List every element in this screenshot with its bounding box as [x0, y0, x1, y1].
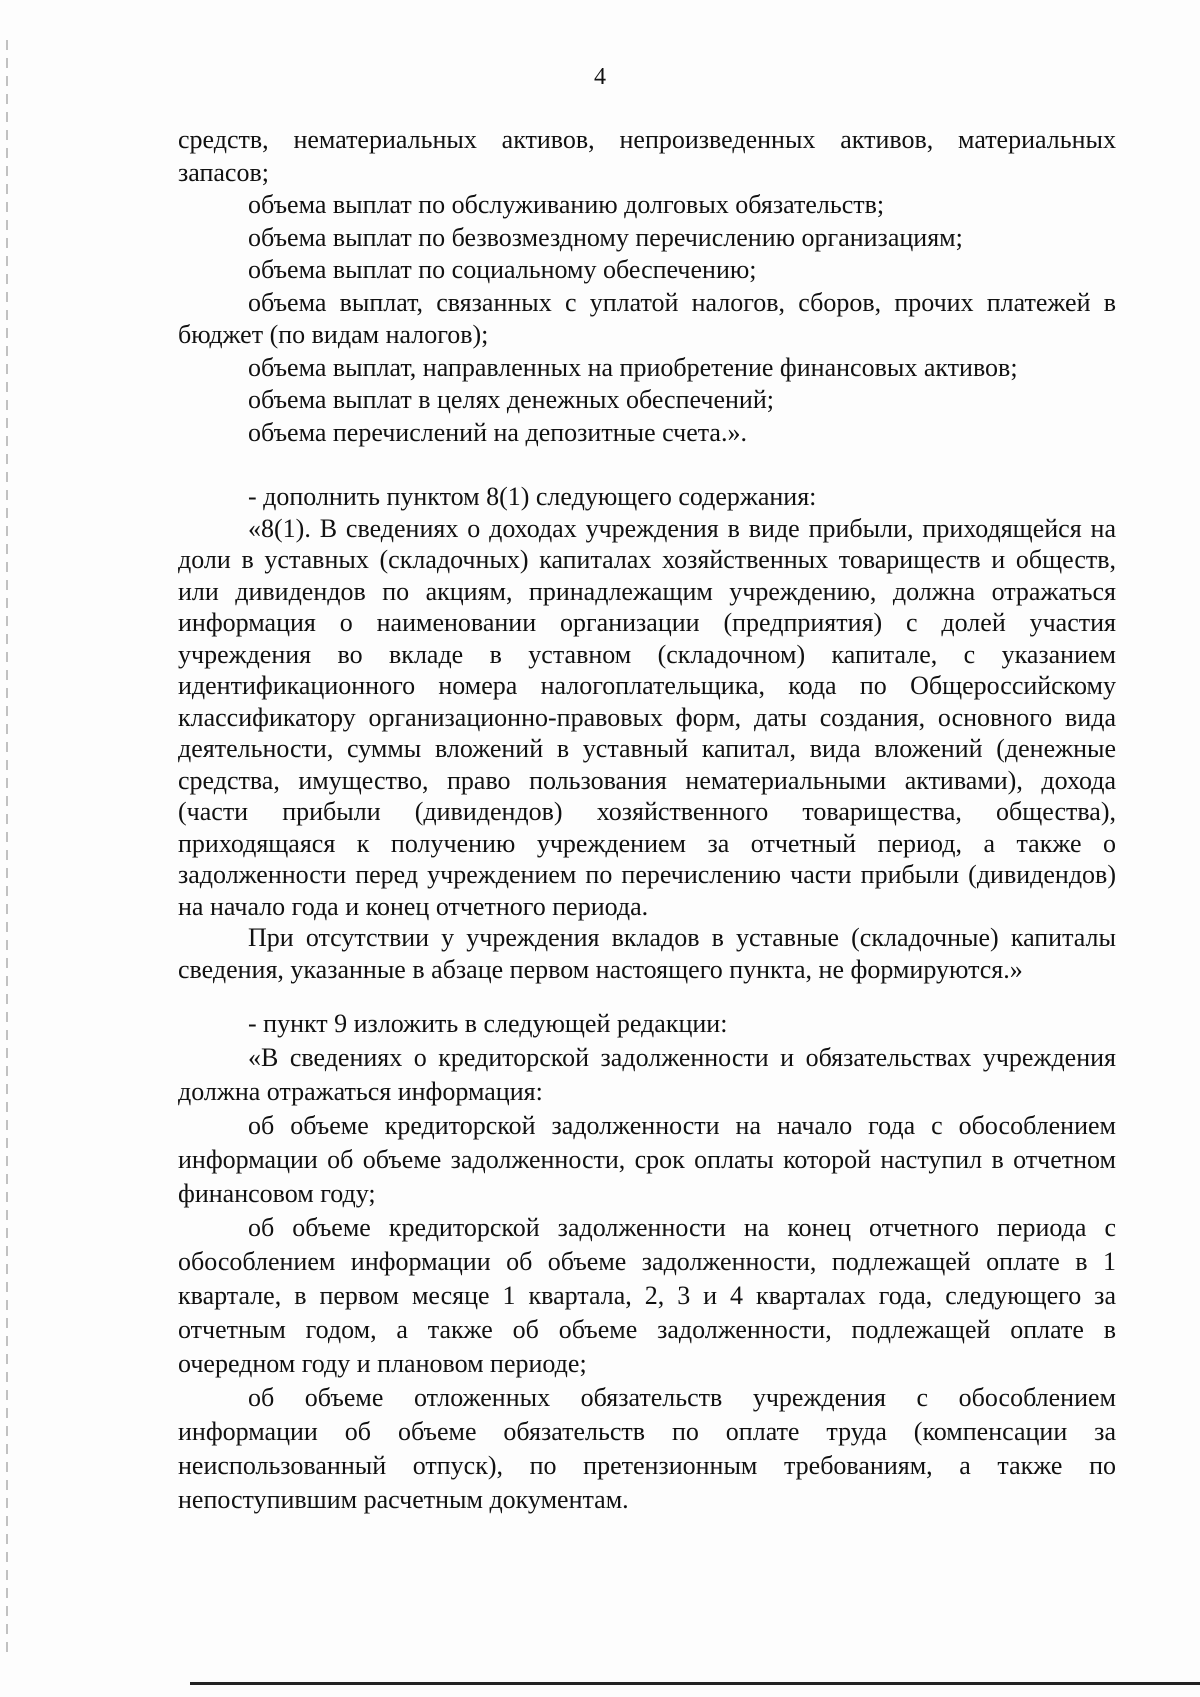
paragraph-1: средств, нематериальных активов, непроизведенных активов, материальных запасов;	[178, 125, 1116, 187]
paragraph-8-1: «8(1). В сведениях о доходах учреждения в виде прибыли, приходящейся на доли в уставных (складочных) капиталах хозяйственных товариществ и обществ, или дивидендов по акциям, принадлежащим учреждению, должна отражаться информация о наименовании организации (предприятия) с долей участия учреждения во вкладе в уставном (складочном) капитале, с указанием идентификационного номера налогоплательщика, кода по Общероссийскому классификатору организационно-правовых форм, даты создания, основного вида деятельности, суммы вложений в уставный капитал, вида вложений (денежные средства, имущество, право пользования нематериальными активами), дохода (части прибыли (дивидендов) хозяйственного товарищества, общества), приходящаяся к получению учреждением за отчетный период, а также о задолженности перед учреждением по перечислению части прибыли (дивидендов) на начало года и конец отчетного периода.	[178, 513, 1116, 921]
bottom-rule	[190, 1682, 1200, 1685]
paragraph-2: объема выплат по обслуживанию долговых обязательств;	[248, 190, 885, 219]
paragraph-9-item-3: об объеме отложенных обязательств учреждения с обособлением информации об объеме обязательств по оплате труда (компенсации за неиспользованный отпуск), по претензионным требованиям, а также по непоступившим расчетным документам.	[178, 1383, 1116, 1514]
page-number: 4	[594, 64, 606, 90]
paragraph-6: объема выплат, направленных на приобретение финансовых активов;	[248, 352, 1018, 382]
amendment-9-intro: - пункт 9 изложить в следующей редакции:	[248, 1009, 728, 1038]
paragraph-7: объема выплат в целях денежных обеспечений;	[248, 385, 774, 414]
paragraph-5: объема выплат, связанных с уплатой налогов, сборов, прочих платежей в бюджет (по видам налогов);	[178, 287, 1116, 349]
amendment-8-1-intro: - дополнить пунктом 8(1) следующего содержания:	[248, 482, 817, 511]
paragraph-8-1-second: При отсутствии у учреждения вкладов в уставные (складочные) капиталы сведения, указанные в абзаце первом настоящего пункта, не формируются.»	[178, 923, 1116, 984]
document-body	[178, 124, 1116, 1517]
paragraph-9-item-1: об объеме кредиторской задолженности на начало года с обособлением информации об объеме задолженности, срок оплаты которой наступил в отчетном финансовом году;	[178, 1111, 1116, 1208]
paragraph-9: «В сведениях о кредиторской задолженности и обязательствах учреждения должна отражаться информация:	[178, 1043, 1116, 1106]
paragraph-8: объема перечислений на депозитные счета.».	[248, 417, 747, 447]
paragraph-9-item-2: об объеме кредиторской задолженности на конец отчетного периода с обособлением информации об объеме задолженности, подлежащей оплате в 1 квартале, в первом месяце 1 квартала, 2, 3 и 4 кварталах года, следующего за отчетным годом, а также об объеме задолженности, подлежащей оплате в очередном году и плановом периоде;	[178, 1213, 1116, 1378]
scan-edge-marks	[6, 40, 8, 1657]
paragraph-3: объема выплат по безвозмездному перечислению организациям;	[248, 222, 963, 252]
paragraph-4: объема выплат по социальному обеспечению;	[248, 255, 757, 284]
